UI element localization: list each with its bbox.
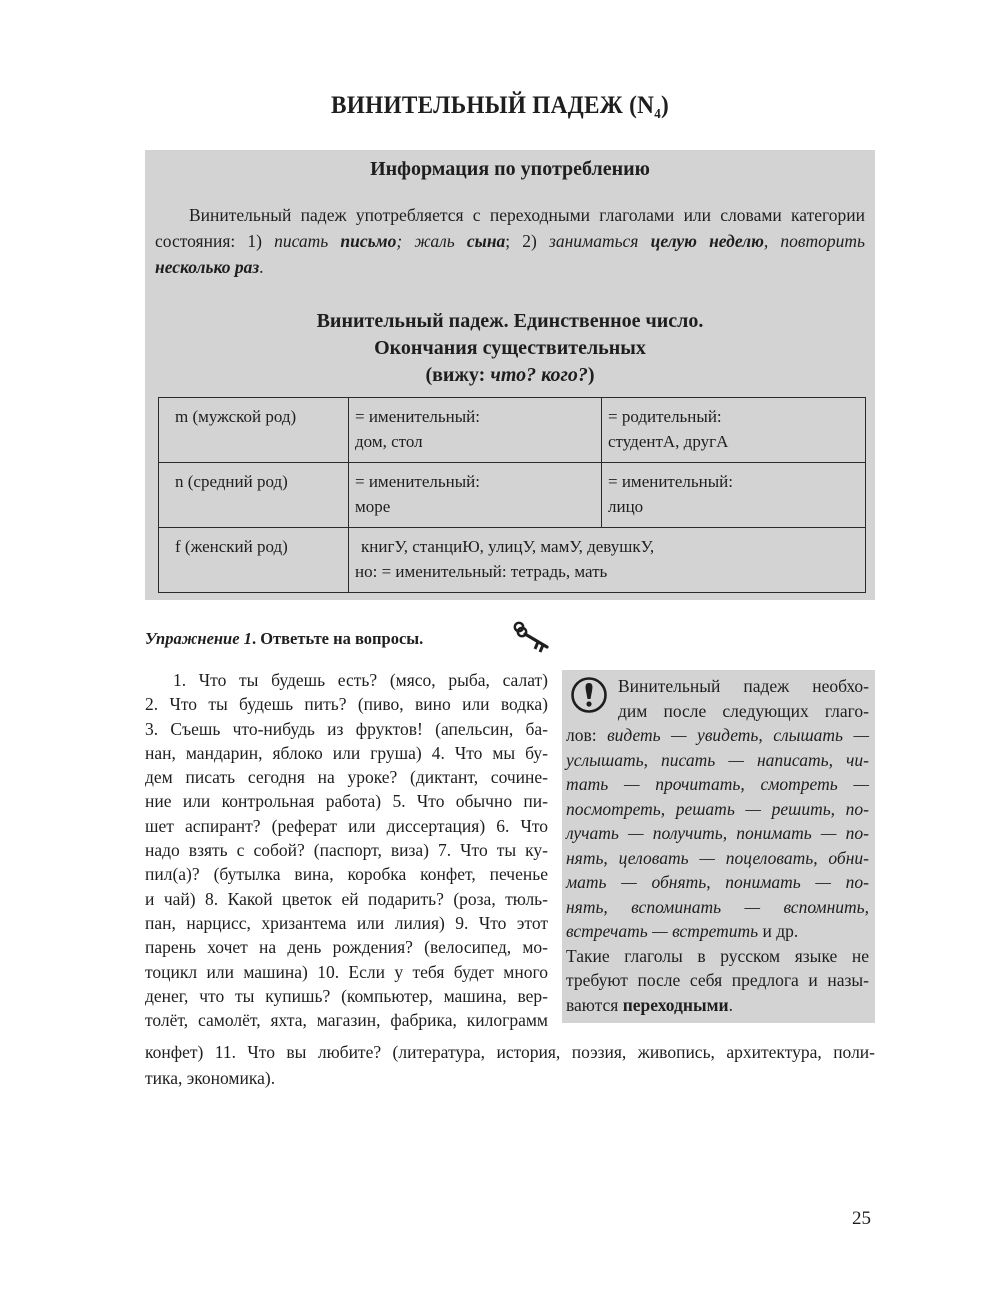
- cell-line: море: [355, 497, 391, 516]
- exercise-line: 2. Что ты будешь пить? (пиво, вино или водка): [145, 694, 548, 715]
- note-line: [566, 993, 869, 1018]
- verb-pair: видеть — увидеть, слышать —: [607, 725, 870, 745]
- page-number: 25: [852, 1208, 871, 1229]
- page-title-text: ВИНИТЕЛЬНЫЙ ПАДЕЖ (N: [330, 92, 655, 119]
- verb-pair: нять, вспоминать — вспомнить,: [566, 896, 869, 917]
- example-object: сына: [466, 231, 506, 251]
- title-close-paren: ): [661, 92, 670, 119]
- cell-line: студентА, другА: [608, 432, 729, 451]
- verb-pair: нять, целовать — поцеловать, обни-: [566, 847, 869, 868]
- exercise-line: надо взять с собой? (паспорт, виза) 7. Что ты ку-: [145, 840, 548, 861]
- title-subscript: 4: [654, 107, 662, 122]
- heading-line: Окончания существительных: [374, 337, 646, 359]
- exercise-line: толёт, самолёт, яхта, магазин, фабрика, килограмм: [145, 1010, 548, 1031]
- text-run: (вижу:: [425, 364, 491, 386]
- example-verb: писать: [274, 231, 341, 251]
- example-object: письмо: [340, 231, 397, 251]
- cell-line: книгУ, станциЮ, улицУ, мамУ, девушкУ,: [361, 537, 655, 556]
- exercise-line: тика, экономика).: [145, 1068, 276, 1088]
- example-object: целую неделю: [650, 231, 764, 251]
- cell-line: = родительный:: [608, 407, 722, 426]
- note-line: Винительный падеж необхо-: [618, 676, 869, 696]
- inanimate-cell: [349, 463, 602, 528]
- grammar-note-box: [562, 670, 875, 1023]
- heading-line: [145, 362, 875, 389]
- usage-info-box: [145, 150, 875, 600]
- exercise-line: дем писать сегодня на уроке? (диктант, сочине-: [145, 767, 548, 788]
- note-line: дим после следующих глаго-: [618, 700, 869, 721]
- note-line: [566, 846, 869, 871]
- endings-table-heading: [145, 308, 875, 389]
- text-run: .: [259, 257, 264, 277]
- exercise-line: 3. Съешь что-нибудь из фруктов! (апельсин, ба-: [145, 718, 548, 739]
- gender-cell: m (мужской род): [159, 398, 349, 463]
- exercise-line: 1. Что ты будешь есть? (мясо, рыба, салат): [173, 670, 548, 690]
- cell-line: = именительный:: [608, 472, 733, 491]
- exercise-line: ние или контрольная работа) 5. Что обычно пи-: [145, 791, 548, 812]
- table-row: [159, 398, 866, 463]
- exercise-line: пил(а)? (бутылка вина, коробка конфет, печенье: [145, 864, 548, 885]
- text-run: ваются: [566, 994, 623, 1015]
- exercise-number: Упражнение 1: [145, 629, 252, 648]
- verb-pair: услышать, писать — написать, чи-: [566, 749, 869, 770]
- question-words: что? кого?: [490, 364, 588, 386]
- exercise-line: нан, мандарин, яблоко или груша) 4. Что мы бу-: [145, 742, 548, 763]
- exercise-line: тоцикл или машина) 10. Если у тебя будет много: [145, 961, 548, 982]
- text-run: ; 2): [505, 231, 550, 251]
- gender-cell: f (женский род): [159, 528, 349, 593]
- cell-line: = именительный:: [355, 407, 480, 426]
- exercise-line: конфет) 11. Что вы любите? (литература, история, поэзия, живопись, архитектура, поли-: [145, 1042, 875, 1062]
- key-term: переходными: [622, 994, 729, 1015]
- note-line: [566, 797, 869, 822]
- verb-pair: тать — прочитать, смотреть —: [566, 774, 869, 794]
- note-line: [566, 723, 869, 748]
- table-row: [159, 528, 866, 593]
- text-run: и др.: [758, 921, 799, 941]
- text-run: .: [728, 994, 734, 1015]
- grammar-note-text: [566, 674, 869, 1017]
- verb-pair: мать — обнять, понимать — по-: [566, 872, 869, 892]
- inanimate-cell: [349, 398, 602, 463]
- text-run: Винительный падеж употребляется с переходными глаголами или словами категории состояния: 1): [155, 205, 865, 251]
- verb-pair: встречать — встретить: [566, 921, 759, 941]
- cell-line: но: = именительный: тетрадь, мать: [355, 562, 608, 581]
- endings-table: [158, 397, 866, 593]
- note-line: [566, 870, 869, 895]
- cell-line: дом, стол: [355, 432, 423, 451]
- table-row: [159, 463, 866, 528]
- exercise-line: шет аспирант? (реферат или диссертация) 6. Что: [145, 815, 548, 836]
- exercise-line: пан, нарцисс, хризантема или лилия) 9. Что этот: [145, 912, 548, 933]
- note-line: [566, 895, 869, 920]
- example-object: несколько раз: [155, 257, 260, 277]
- note-line: Такие глаголы в русском языке не: [566, 945, 869, 966]
- verb-pair: посмотреть, решать — решить, по-: [566, 798, 869, 819]
- key-icon: [511, 620, 551, 656]
- cell-line: лицо: [608, 497, 644, 516]
- example-verb: , повторить: [763, 231, 866, 251]
- note-line: [566, 772, 869, 797]
- page-title: [35, 92, 965, 123]
- note-line: [566, 919, 869, 944]
- exercise-questions: [145, 668, 548, 1032]
- exercise-line: денег, что ты купишь? (компьютер, машина, вер-: [145, 985, 548, 1006]
- example-verb: заниматься: [549, 231, 651, 251]
- text-run: ): [587, 364, 595, 386]
- cell-line: = именительный:: [355, 472, 480, 491]
- merged-cell: [349, 528, 866, 593]
- note-line: [566, 821, 869, 846]
- text-run: лов:: [566, 725, 608, 745]
- exercise-heading: [145, 629, 423, 649]
- animate-cell: [602, 463, 866, 528]
- exercise-line: парень хочет на день рождения? (велосипед, мо-: [145, 937, 548, 958]
- usage-info-heading: Информация по употреблению: [370, 158, 650, 180]
- animate-cell: [602, 398, 866, 463]
- example-verb: ; жаль: [396, 231, 467, 251]
- verb-pair: лучать — получить, понимать — по-: [566, 823, 869, 843]
- exercise-line: и чай) 8. Какой цветок ей подарить? (роза, тюль-: [145, 888, 548, 909]
- exercise-questions-continued: [145, 1039, 875, 1091]
- note-line: требуют после себя предлога и назы-: [566, 970, 869, 990]
- gender-cell: n (средний род): [159, 463, 349, 528]
- note-line: [566, 748, 869, 773]
- usage-info-paragraph: [155, 202, 865, 280]
- heading-line: Винительный падеж. Единственное число.: [316, 310, 704, 332]
- exercise-instruction: . Ответьте на вопросы.: [251, 629, 424, 648]
